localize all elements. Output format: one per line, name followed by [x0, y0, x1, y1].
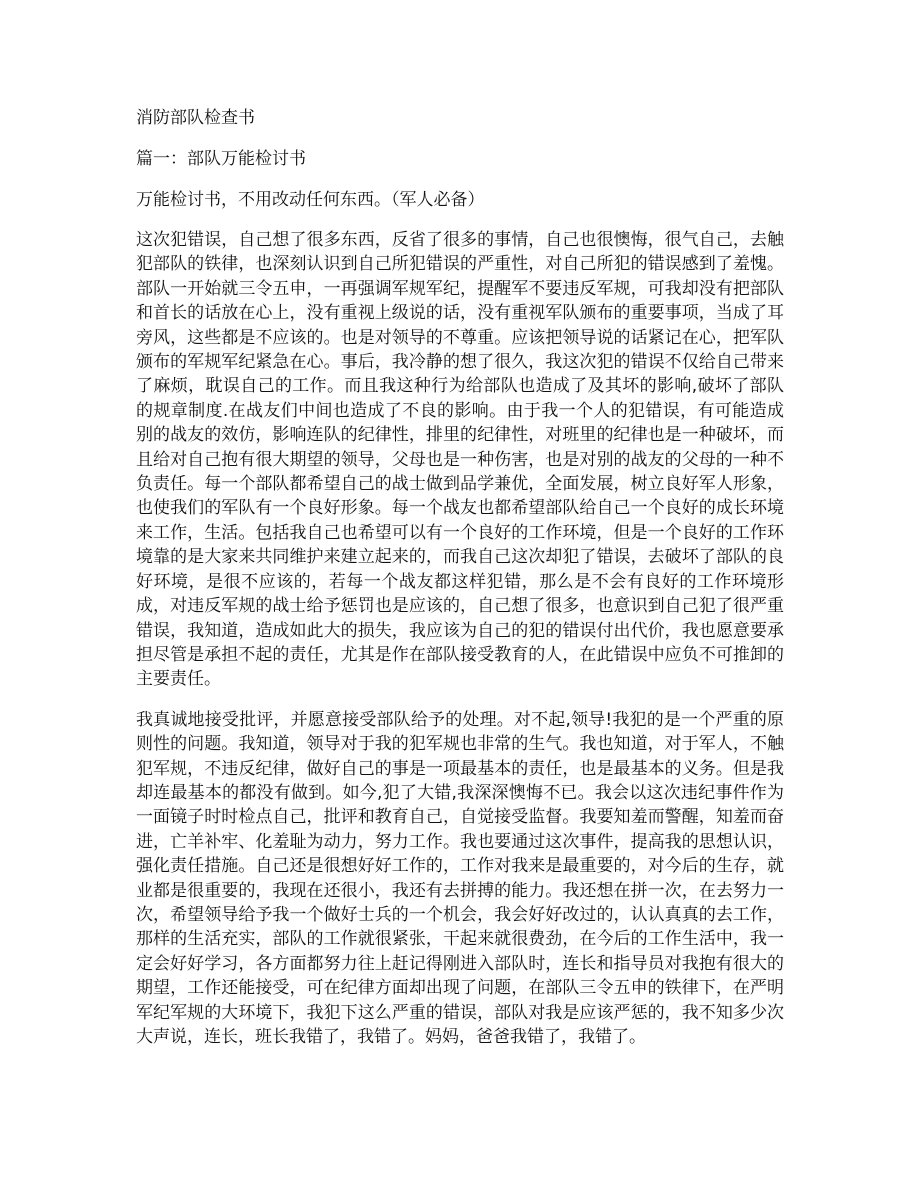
document-title: 消防部队检查书	[136, 108, 255, 128]
section-heading: 篇一：部队万能检讨书	[136, 149, 306, 169]
section-subtitle: 万能检讨书，不用改动任何东西。（军人必备）	[136, 190, 485, 210]
body-paragraph: 这次犯错误，自己想了很多东西，反省了很多的事情，自己也很懊悔，很气自己，去触犯部队的铁律，也深刻认识到自己所犯错误的严重性，对自己所犯的错误感到了羞愧。部队一开始就三令五申，一再强调军规军纪，提醒军不要违反军规，可我却没有把部队和首长的话放在心上，没有重视上级说的话，没有重视军队颁布的重要事项，当成了耳旁风，这些都是不应该的。也是对领导的不尊重。应该把领导说的话紧记在心，把军队颁布的军规军纪紧急在心。事后，我冷静的想了很久，我这次犯的错误不仅给自己带来了麻烦，耽误自己的工作。而且我这种行为给部队也造成了及其坏的影响,破坏了部队的规章制度.在战友们中间也造成了不良的影响。由于我一个人的犯错误，有可能造成别的战友的效仿，影响连队的纪律性，排里的纪律性，对班里的纪律也是一种破坏，而且给对自己抱有很大期望的领导，父母也是一种伤害，也是对别的战友的父母的一种不负责任。每一个部队都希望自己的战士做到品学兼优，全面发展，树立良好军人形象，也使我们的军队有一个良好形象。每一个战友也都希望部队给自己一个良好的成长环境来工作，生活。包括我自己也希望可以有一个良好的工作环境，但是一个良好的工作环境靠的是大家来共同维护来建立起来的，而我自己这次却犯了错误，去破坏了部队的良好环境，是很不应该的，若每一个战友都这样犯错，那么是不会有良好的工作环境形成，对违反军规的战士给予惩罚也是应该的，自己想了很多，也意识到自己犯了很严重错误，我知道，造成如此大的损失，我应该为自己的犯的错误付出代价，我也愿意要承担尽管是承担不起的责任，尤其是作在部队接受教育的人，在此错误中应负不可推卸的主要责任。	[136, 230, 784, 690]
document-content	[136, 106, 784, 1049]
body-paragraph: 我真诚地接受批评，并愿意接受部队给予的处理。对不起,领导!我犯的是一个严重的原则性的问题。我知道，领导对于我的犯军规也非常的生气。我也知道，对于军人，不触犯军规，不违反纪律，做好自己的事是一项最基本的责任，也是最基本的义务。但是我却连最基本的都没有做到。如今,犯了大错,我深深懊悔不已。我会以这次违纪事件作为一面镜子时时检点自己，批评和教育自己，自觉接受监督。我要知羞而警醒，知羞而奋进，亡羊补牢、化羞耻为动力，努力工作。我也要通过这次事件，提高我的思想认识，强化责任措施。自己还是很想好好工作的，工作对我来是最重要的，对今后的生存，就业都是很重要的，我现在还很小，我还有去拼搏的能力。我还想在拼一次，在去努力一次，希望领导给予我一个做好士兵的一个机会，我会好好改过的，认认真真的去工作，那样的生活充实，部队的工作就很紧张，干起来就很费劲，在今后的工作生活中，我一定会好好学习，各方面都努力往上赶记得刚进入部队时，连长和指导员对我抱有很大的期望，工作还能接受，可在纪律方面却出现了问题，在部队三令五申的铁律下，在严明军纪军规的大环境下，我犯下这么严重的错误，部队对我是应该严惩的，我不知多少次大声说，连长，班长我错了，我错了。妈妈，爸爸我错了，我错了。	[136, 709, 784, 1047]
